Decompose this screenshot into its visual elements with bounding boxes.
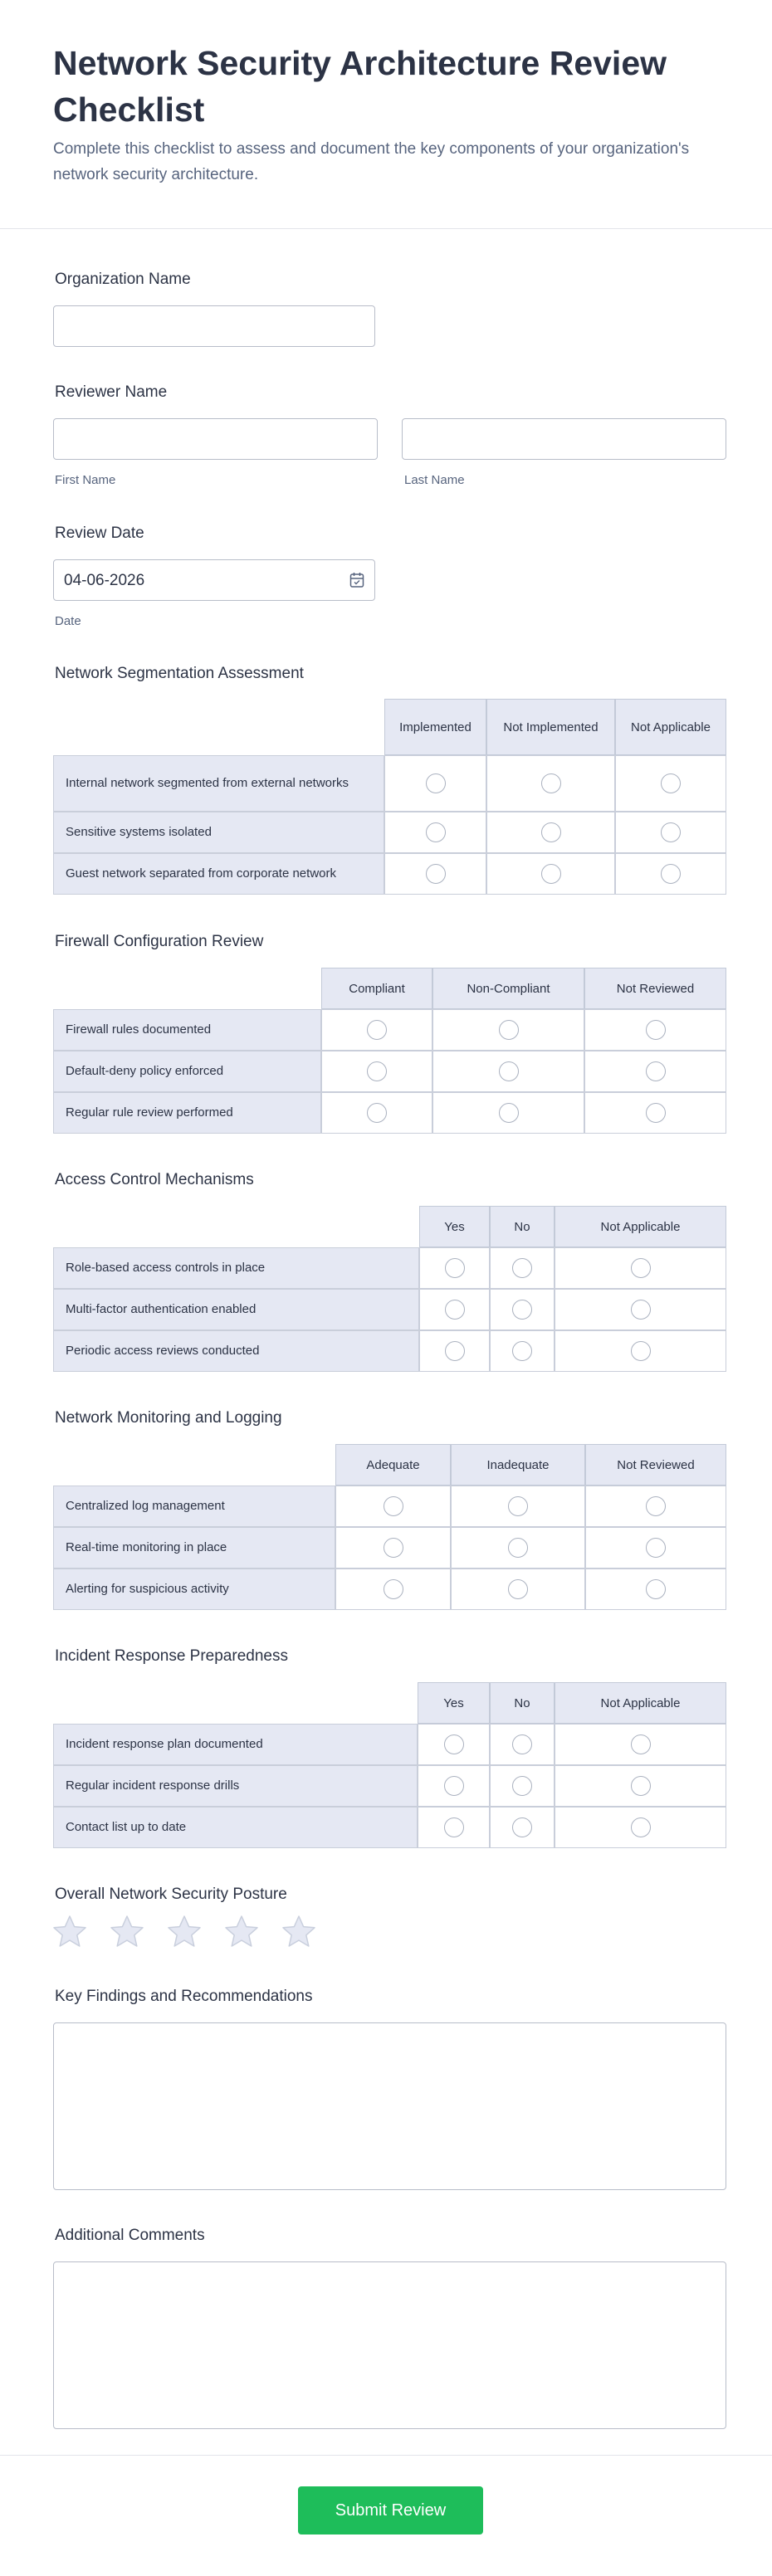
radio-button[interactable] [631, 1817, 651, 1837]
last-name-input[interactable] [402, 418, 726, 460]
matrix-title-segmentation: Network Segmentation Assessment [55, 665, 304, 682]
review-date-label: Review Date [55, 524, 144, 542]
radio-button[interactable] [512, 1300, 532, 1320]
star-icon[interactable] [51, 1914, 88, 1950]
access-control-matrix [53, 1206, 726, 1372]
radio-button[interactable] [384, 1538, 403, 1558]
matrix-corner [53, 1682, 418, 1724]
footer-divider [0, 2455, 772, 2456]
radio-button[interactable] [367, 1061, 387, 1081]
matrix-corner [53, 699, 384, 755]
matrix-corner [53, 1206, 419, 1247]
radio-button[interactable] [512, 1734, 532, 1754]
radio-button[interactable] [445, 1258, 465, 1278]
radio-button[interactable] [661, 773, 681, 793]
radio-button[interactable] [384, 1579, 403, 1599]
star-icon[interactable] [109, 1914, 145, 1950]
radio-button[interactable] [512, 1341, 532, 1361]
radio-button[interactable] [508, 1579, 528, 1599]
radio-button[interactable] [426, 864, 446, 884]
radio-button[interactable] [367, 1020, 387, 1040]
radio-button[interactable] [384, 1496, 403, 1516]
column-header: Not Reviewed [584, 968, 726, 1009]
radio-button[interactable] [499, 1103, 519, 1123]
radio-button[interactable] [631, 1341, 651, 1361]
comments-label: Additional Comments [55, 2227, 205, 2244]
radio-button[interactable] [661, 822, 681, 842]
radio-button[interactable] [646, 1579, 666, 1599]
radio-button[interactable] [508, 1538, 528, 1558]
star-icon[interactable] [223, 1914, 260, 1950]
form-title: Network Security Architecture Review Checklist [53, 44, 667, 129]
row-label: Centralized log management [53, 1486, 335, 1527]
radio-button[interactable] [646, 1496, 666, 1516]
radio-button[interactable] [631, 1300, 651, 1320]
first-name-sublabel: First Name [55, 473, 116, 487]
row-label: Alerting for suspicious activity [53, 1569, 335, 1610]
column-header: Yes [419, 1206, 490, 1247]
radio-button[interactable] [661, 864, 681, 884]
organization-input[interactable] [53, 305, 375, 347]
radio-button[interactable] [646, 1020, 666, 1040]
radio-button[interactable] [512, 1817, 532, 1837]
column-header: Implemented [384, 699, 486, 755]
radio-button[interactable] [646, 1538, 666, 1558]
radio-button[interactable] [499, 1020, 519, 1040]
matrix-title-firewall: Firewall Configuration Review [55, 933, 264, 950]
star-icon[interactable] [281, 1914, 317, 1950]
row-label: Multi-factor authentication enabled [53, 1289, 419, 1330]
form-description: Complete this checklist to assess and document the key components of your organization's network security architecture. [53, 140, 690, 183]
radio-button[interactable] [445, 1341, 465, 1361]
row-label: Default-deny policy enforced [53, 1051, 321, 1092]
review-date-sublabel: Date [55, 614, 81, 628]
column-header: Not Reviewed [585, 1444, 726, 1486]
radio-button[interactable] [646, 1061, 666, 1081]
row-label: Real-time monitoring in place [53, 1527, 335, 1569]
matrix-title-incident-response: Incident Response Preparedness [55, 1647, 288, 1665]
row-label: Contact list up to date [53, 1807, 418, 1848]
row-label: Role-based access controls in place [53, 1247, 419, 1289]
monitoring-matrix [53, 1444, 726, 1610]
review-date-input[interactable] [53, 559, 375, 601]
submit-button[interactable]: Submit Review [298, 2486, 483, 2535]
row-label: Internal network segmented from external networks [53, 755, 384, 812]
organization-label: Organization Name [55, 271, 191, 288]
radio-button[interactable] [512, 1258, 532, 1278]
firewall-matrix [53, 968, 726, 1134]
radio-button[interactable] [631, 1734, 651, 1754]
radio-button[interactable] [631, 1258, 651, 1278]
reviewer-label: Reviewer Name [55, 383, 168, 401]
column-header: No [490, 1206, 555, 1247]
column-header: No [490, 1682, 555, 1724]
radio-button[interactable] [541, 822, 561, 842]
findings-label: Key Findings and Recommendations [55, 1988, 313, 2005]
form-header [0, 0, 772, 229]
column-header: Not Applicable [615, 699, 726, 755]
matrix-corner [53, 968, 321, 1009]
radio-button[interactable] [367, 1103, 387, 1123]
comments-textarea[interactable] [53, 2261, 726, 2429]
column-header: Compliant [321, 968, 432, 1009]
rating-label: Overall Network Security Posture [55, 1886, 287, 1903]
star-icon[interactable] [166, 1914, 203, 1950]
radio-button[interactable] [499, 1061, 519, 1081]
radio-button[interactable] [445, 1300, 465, 1320]
column-header: Yes [418, 1682, 490, 1724]
column-header: Not Applicable [555, 1206, 726, 1247]
last-name-sublabel: Last Name [404, 473, 465, 487]
column-header: Inadequate [451, 1444, 585, 1486]
segmentation-matrix [53, 699, 726, 895]
findings-textarea[interactable] [53, 2022, 726, 2190]
column-header: Not Implemented [486, 699, 615, 755]
incident-response-matrix [53, 1682, 726, 1848]
column-header: Non-Compliant [432, 968, 584, 1009]
radio-button[interactable] [444, 1734, 464, 1754]
calendar-icon[interactable] [349, 572, 364, 588]
row-label: Periodic access reviews conducted [53, 1330, 419, 1372]
review-date-value: 04-06-2026 [64, 572, 145, 589]
radio-button[interactable] [631, 1776, 651, 1796]
column-header: Adequate [335, 1444, 451, 1486]
radio-button[interactable] [444, 1776, 464, 1796]
matrix-corner [53, 1444, 335, 1486]
matrix-title-access-control: Access Control Mechanisms [55, 1171, 254, 1188]
radio-button[interactable] [541, 864, 561, 884]
radio-button[interactable] [426, 773, 446, 793]
radio-button[interactable] [541, 773, 561, 793]
row-label: Incident response plan documented [53, 1724, 418, 1765]
radio-button[interactable] [512, 1776, 532, 1796]
radio-button[interactable] [646, 1103, 666, 1123]
row-label: Firewall rules documented [53, 1009, 321, 1051]
row-label: Regular incident response drills [53, 1765, 418, 1807]
row-label: Regular rule review performed [53, 1092, 321, 1134]
first-name-input[interactable] [53, 418, 378, 460]
radio-button[interactable] [444, 1817, 464, 1837]
radio-button[interactable] [508, 1496, 528, 1516]
row-label: Sensitive systems isolated [53, 812, 384, 853]
matrix-title-monitoring: Network Monitoring and Logging [55, 1409, 282, 1427]
radio-button[interactable] [426, 822, 446, 842]
row-label: Guest network separated from corporate network [53, 853, 384, 895]
column-header: Not Applicable [555, 1682, 726, 1724]
